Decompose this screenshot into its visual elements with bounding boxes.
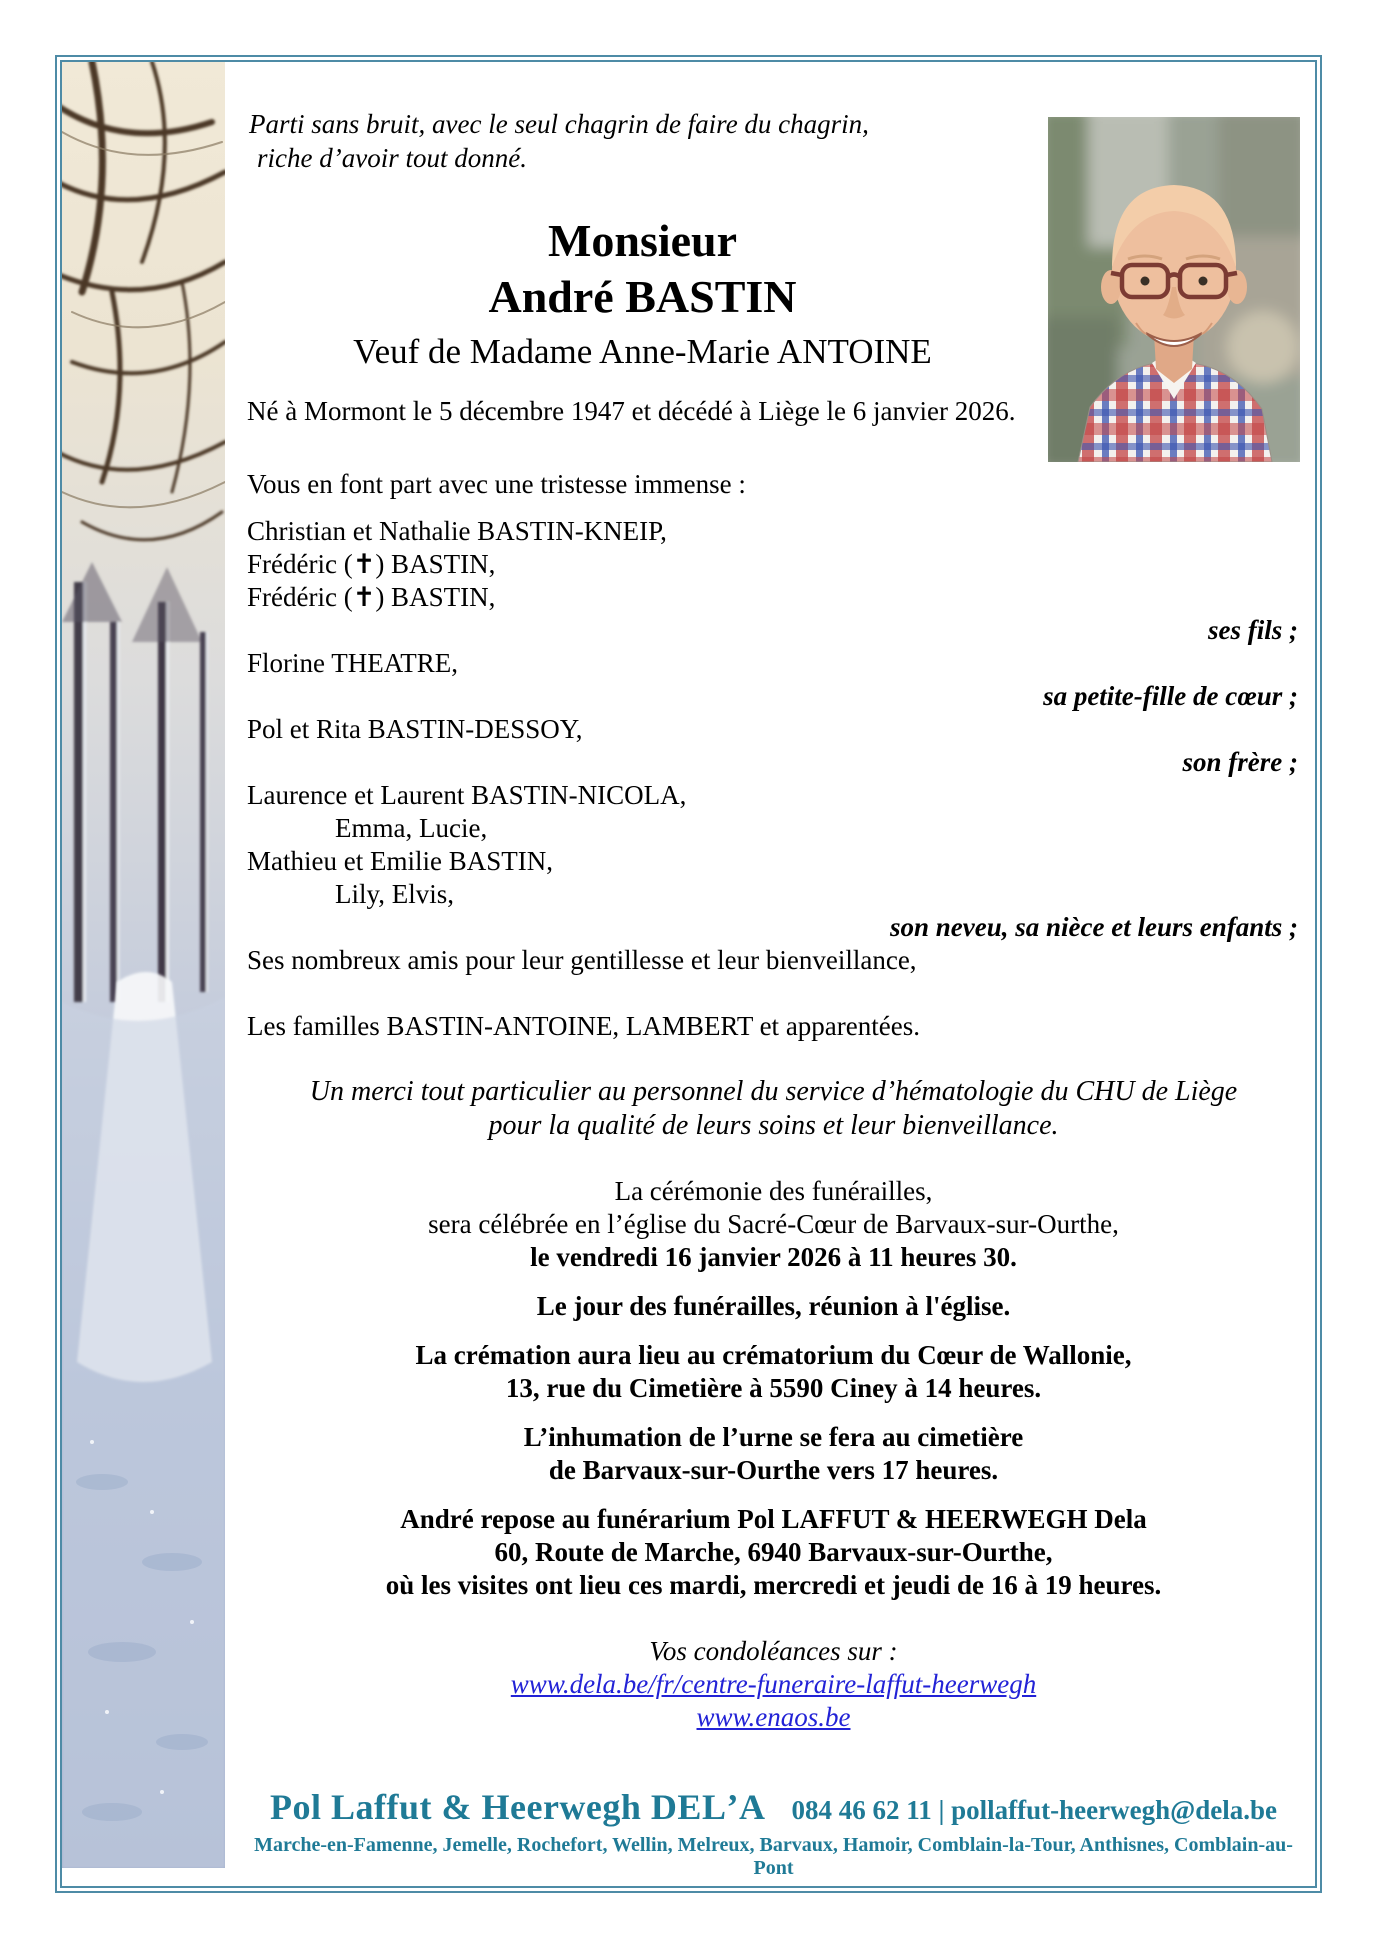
funeral-home-logo: Pol Laffut & Heerwegh DELʼA — [270, 1787, 766, 1827]
family-member-line: Lily, Elvis, — [335, 879, 454, 909]
ceremony-paragraph — [247, 1175, 1300, 1274]
cremation-line-1: La crémation aura lieu au crématorium du Cœur de Wallonie, — [415, 1340, 1132, 1370]
epigraph-line-1: Parti sans bruit, avec le seul chagrin de faire du chagrin, — [249, 109, 869, 139]
family-member-line: Frédéric (✝) BASTIN, — [247, 582, 496, 612]
relation-label: son frère ; — [1182, 747, 1298, 777]
family-member-line: Florine THEATRE, — [247, 648, 458, 678]
ceremony-line-1: La cérémonie des funérailles, — [614, 1176, 933, 1206]
page-title — [247, 213, 1038, 325]
announcement-intro: Vous en font part avec une tristesse immense : — [247, 469, 746, 499]
family-member-line: Emma, Lucie, — [335, 813, 488, 843]
birth-death-line: Né à Mormont le 5 décembre 1947 et décédé à Liège le 6 janvier 2026. — [247, 396, 1016, 426]
repose-paragraph — [247, 1503, 1300, 1602]
family-member-line: Mathieu et Emilie BASTIN, — [247, 846, 553, 876]
main-content — [247, 62, 1300, 1734]
funeral-home-footer — [247, 1786, 1300, 1880]
condolences-section — [247, 1635, 1300, 1734]
footer-contact: 084 46 62 11 | pollaffut-heerwegh@dela.be — [791, 1795, 1277, 1825]
relation-label: ses fils ; — [1208, 615, 1298, 645]
header-section — [247, 107, 1300, 462]
ceremony-line-2: sera célébrée en l’église du Sacré-Cœur de Barvaux-sur-Ourthe, — [428, 1209, 1119, 1239]
reunion-line: Le jour des funérailles, réunion à l'église. — [536, 1291, 1011, 1321]
inhumation-line-1: L’inhumation de l’urne se fera au cimetière — [523, 1422, 1024, 1452]
epigraph — [247, 107, 1038, 175]
family-list — [247, 515, 1300, 977]
families-line: Les familles BASTIN-ANTOINE, LAMBERT et apparentées. — [247, 1011, 920, 1041]
repose-line-2: 60, Route de Marche, 6940 Barvaux-sur-Ourthe, — [494, 1537, 1053, 1567]
portrait-photo — [1048, 117, 1300, 462]
inhumation-paragraph — [247, 1421, 1300, 1487]
relation-label: sa petite-fille de cœur ; — [1043, 681, 1298, 711]
thanks-line-2: pour la qualité de leurs soins et leur bienveillance. — [488, 1110, 1059, 1141]
thanks-note — [247, 1075, 1300, 1143]
family-member-line: Laurence et Laurent BASTIN-NICOLA, — [247, 780, 687, 810]
friends-line: Ses nombreux amis pour leur gentillesse et leur bienveillance, — [247, 945, 917, 975]
condolences-label: Vos condoléances sur : — [649, 1636, 898, 1666]
family-member-line: Pol et Rita BASTIN-DESSOY, — [247, 714, 583, 744]
condolence-link-enaos[interactable]: www.enaos.be — [696, 1702, 851, 1732]
repose-line-1: André repose au funérarium Pol LAFFUT & HEERWEGH Dela — [400, 1504, 1147, 1534]
epigraph-line-2: riche d’avoir tout donné. — [257, 143, 527, 173]
winter-forest-photo — [62, 62, 225, 1868]
footer-locations: Marche-en-Famenne, Jemelle, Rochefort, Wellin, Melreux, Barvaux, Hamoir, Comblain-la-Tour, Anthisnes, Comblain-au-Pont — [254, 1834, 1293, 1879]
page-frame — [55, 55, 1322, 1893]
repose-line-3: où les visites ont lieu ces mardi, mercredi et jeudi de 16 à 19 heures. — [385, 1570, 1162, 1600]
family-member-line: Christian et Nathalie BASTIN-KNEIP, — [247, 516, 667, 546]
cremation-paragraph — [247, 1339, 1300, 1405]
inhumation-line-2: de Barvaux-sur-Ourthe vers 17 heures. — [548, 1455, 999, 1485]
ceremony-date-line: le vendredi 16 janvier 2026 à 11 heures 30. — [530, 1242, 1017, 1272]
condolence-link-dela[interactable]: www.dela.be/fr/centre-funeraire-laffut-heerwegh — [510, 1669, 1037, 1699]
thanks-line-1: Un merci tout particulier au personnel du service d’hématologie du CHU de Liège — [309, 1076, 1238, 1107]
page-frame-inner — [60, 60, 1317, 1888]
deceased-name: André BASTIN — [488, 271, 797, 322]
cremation-line-2: 13, rue du Cimetière à 5590 Ciney à 14 heures. — [505, 1373, 1042, 1403]
widower-line: Veuf de Madame Anne-Marie ANTOINE — [353, 332, 932, 371]
family-member-line: Frédéric (✝) BASTIN, — [247, 549, 496, 579]
relation-label: son neveu, sa nièce et leurs enfants ; — [890, 912, 1298, 942]
title-prefix: Monsieur — [547, 215, 738, 266]
